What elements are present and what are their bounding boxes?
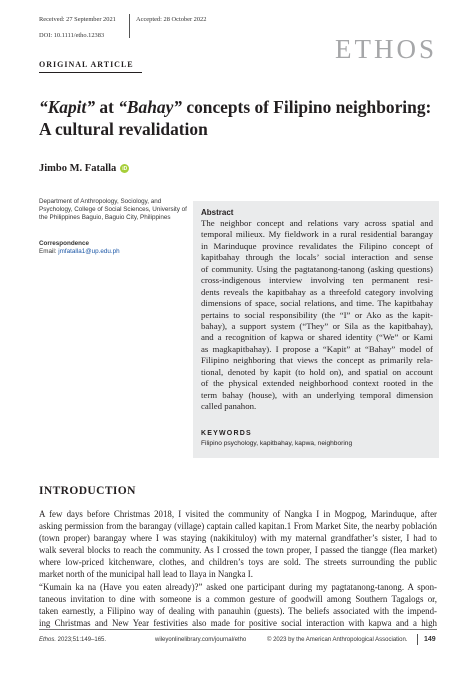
page-number: 149: [424, 636, 436, 643]
email-link[interactable]: jmfatalla1@up.edu.ph: [58, 248, 120, 256]
abstract-line: kapitbahay through the locals’ social interaction and sense: [201, 252, 433, 263]
page-footer: [39, 634, 437, 645]
title-rest-line2: A cultural revalidation: [39, 119, 208, 139]
correspondence-block: [39, 240, 189, 256]
abstract-line: term bahay (house), with an underlying temporal dimension: [201, 389, 433, 400]
body-line: taken earnestly, a Filipino way of dealing with panauhin (guests). The beliefs associated with the impend-: [39, 605, 437, 616]
footer-url-link[interactable]: wileyonlinelibrary.com/journal/etho: [155, 636, 247, 643]
author-name[interactable]: Jimbo M. Fatalla: [39, 163, 117, 174]
title-bahay: “Bahay”: [118, 97, 183, 117]
abstract-line: and a recognition of kapwa or shared identity (“We” or Kami: [201, 332, 433, 343]
body-line: asking permission from the barangay (village) captain called kapitan.1 From Market Site, the nearby población: [39, 521, 437, 532]
abstract-line: as magkapitbahay). I propose a “Kapit” at “Bahay” model of: [201, 343, 433, 354]
correspondence-label: Correspondence: [39, 240, 90, 247]
body-line: taneous invitation to dine with someone is a common gesture of goodwill among Southern Tagalogs or,: [39, 593, 437, 604]
abstract-heading: Abstract: [201, 208, 234, 217]
abstract-line: dimensions of space, social relations, and time. The kapitbahay: [201, 298, 433, 309]
article-title: [39, 96, 449, 140]
footer-journal: Ethos.: [39, 636, 57, 643]
correspondence-email-line: [39, 248, 189, 256]
footer-copyright: © 2023 by the American Anthropological Association.: [267, 636, 408, 643]
abstract-line: of community. Using the pagtatanong-tanong (asking questions): [201, 263, 433, 274]
body-line: A few days before Christmas 2018, I visited the community of Nangka I in Mogpog, Marinduque, after: [39, 509, 437, 519]
abstract-line: dents reveals the kapitbahay as a threefold category involving: [201, 286, 433, 297]
keywords-heading: KEYWORDS: [201, 430, 252, 437]
abstract-line: called panahon.: [201, 401, 257, 411]
received-date: Received: 27 September 2021: [39, 16, 116, 23]
body-line: walk several blocks to reach the community. As I crossed the town proper, I passed the tiangge (flea market): [39, 545, 437, 556]
article-type-rule: [39, 72, 142, 73]
body-line: market north of the municipal hall lead to Ilaya in Nangka I.: [39, 569, 253, 580]
abstract-line: in Marinduque province revalidates the Filipino concept of: [201, 240, 433, 251]
abstract-line: The neighbor concept and relations vary across spatial and: [201, 218, 433, 228]
introduction-heading: INTRODUCTION: [39, 485, 136, 497]
body-line: (town proper) barangay where I was staying (nakikituloy) with my maternal grandfather’s sister, I had to: [39, 533, 437, 544]
abstract-line: temporal milieux. My fieldwork in a rural residential barangay: [201, 229, 433, 240]
footer-citation: [39, 637, 155, 643]
article-type-label: ORIGINAL ARTICLE: [39, 60, 134, 69]
title-kapit: “Kapit”: [39, 97, 96, 117]
footer-volume: 2023;51:149–165.: [56, 636, 107, 643]
footer-divider: [417, 634, 418, 645]
abstract-line: of the physical extended neighborhood context rooted in the: [201, 378, 433, 389]
accepted-date: Accepted: 28 October 2022: [136, 16, 207, 23]
abstract-line: tional, denoted by kapit (to hold on), and spatial on account: [201, 366, 433, 377]
author-affiliation: Department of Anthropology, Sociology, and Psychology, College of Social Sciences, University of the Philippines Baguio, Baguio City, Philippines: [39, 198, 187, 222]
email-prefix: Email:: [39, 248, 59, 256]
body-line: “Kumain ka na (Have you eaten already)?” asked one participant during my pagtatanong-tanong. A spon-: [39, 581, 437, 592]
body-line: where low-priced kitchenware, clothes, and children’s toys are sold. The streets surrounding the public: [39, 557, 437, 568]
footer-rule: [39, 629, 437, 630]
body-line: ing Christmas and New Year festivities also made for positive social interaction with kapwa and a high: [39, 617, 437, 628]
journal-logo: ETHOS: [335, 34, 437, 64]
abstract-line: cross-indigenous interview involving ten permanent resi-: [201, 275, 433, 286]
abstract-line: bahay), a support system (“They” or Sila as the kapitbahay),: [201, 320, 433, 331]
header-divider: [129, 14, 130, 38]
title-rest-line1: concepts of Filipino neighboring:: [182, 97, 432, 117]
doi-link[interactable]: DOI: 10.1111/etho.12383: [39, 32, 105, 39]
abstract-line: pertains to social responsibility (the “I” or Ako as the kapit-: [201, 309, 433, 320]
introduction-body: [39, 508, 437, 629]
abstract-line: Filipino neighboring that views the concept as primarily rela-: [201, 355, 433, 366]
title-at: at: [95, 97, 119, 117]
keywords-list: Filipino psychology, kapitbahay, kapwa, neighboring: [201, 440, 353, 447]
author-block: [39, 163, 129, 174]
abstract-text: [201, 218, 433, 412]
orcid-icon[interactable]: iD: [122, 165, 128, 172]
